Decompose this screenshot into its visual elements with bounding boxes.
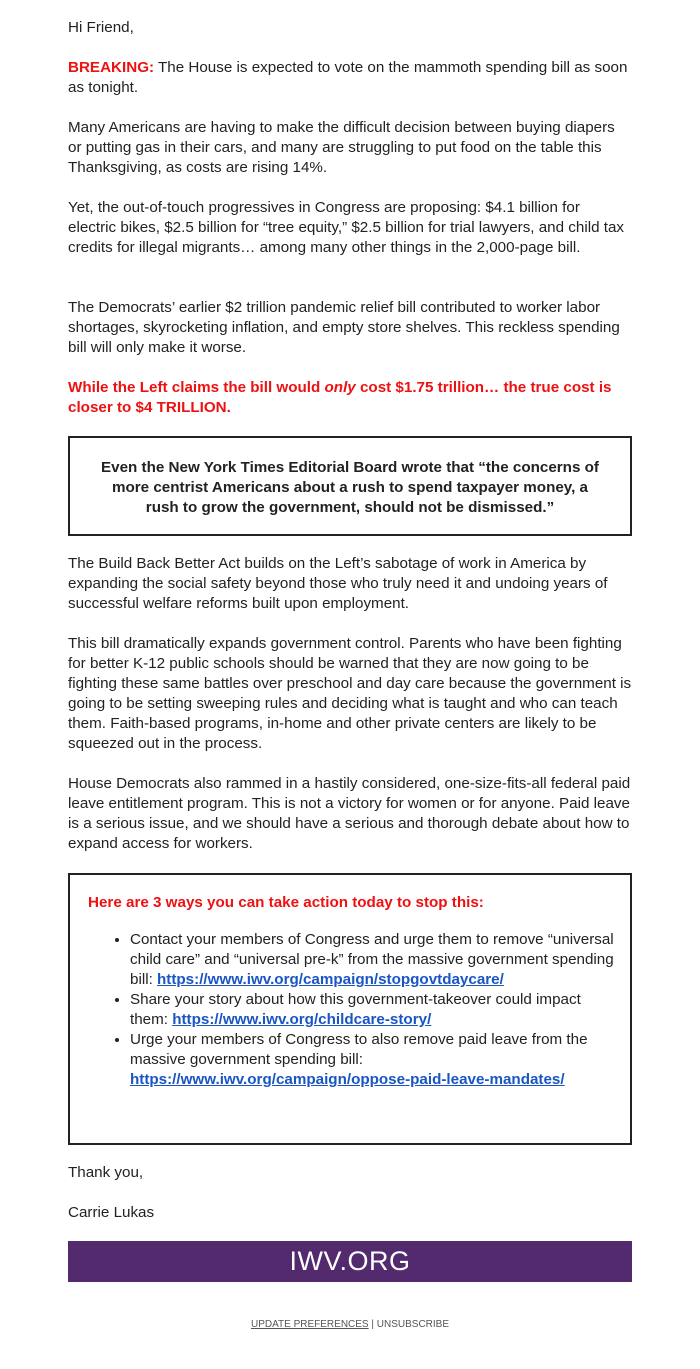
- childcare-story-link[interactable]: https://www.iwv.org/childcare-story/: [172, 1011, 432, 1028]
- signature: Carrie Lukas: [68, 1204, 155, 1221]
- paragraph-proposals: Yet, the out-of-touch progressives in Congress are proposing: $4.1 billion for electric bikes, $2.5 billion for “tree equity,” $2.5 billion for trial lawyers, and child tax credits for illegal migrants… among many other things in the 2,000-page bill.: [68, 199, 625, 256]
- paragraph-build-back-better: The Build Back Better Act builds on the Left’s sabotage of work in America by expanding the social safety beyond those who truly need it and undoing years of successful welfare reforms built upon employment.: [68, 555, 608, 612]
- paragraph-government-control: This bill dramatically expands government control. Parents who have been fighting for better K-12 public schools should be warned that they are now going to be fighting these same battles over preschool and day care because the government is going to be setting sweeping rules and deciding what is taught and who can teach them. Faith-based programs, in-home and other private centers are likely to be squeezed out in the process.: [68, 635, 632, 752]
- iwv-banner[interactable]: IWV.ORG: [68, 1241, 632, 1282]
- action-item-share-story: • Share your story about how this government-takeover could impact them: https://www.iwv.org/childcare-story/: [130, 990, 614, 1030]
- quote-box: [68, 436, 632, 536]
- footer-separator: |: [368, 1319, 377, 1330]
- stop-govt-daycare-link[interactable]: https://www.iwv.org/campaign/stopgovtdaycare/: [157, 971, 504, 988]
- oppose-paid-leave-link[interactable]: https://www.iwv.org/campaign/oppose-paid-leave-mandates/: [130, 1071, 565, 1088]
- signoff: Thank you,: [68, 1164, 144, 1181]
- paragraph-costs: Many Americans are having to make the difficult decision between buying diapers or putting gas in their cars, and many are struggling to put food on the table this Thanksgiving, as costs are rising 14%.: [68, 119, 615, 176]
- nyt-quote: Even the New York Times Editorial Board wrote that “the concerns of more centrist Americans about a rush to spend taxpayer money, a rush to grow the government, should not be dismissed.”: [101, 459, 599, 516]
- action-heading: Here are 3 ways you can take action today to stop this:: [88, 894, 484, 911]
- paragraph-relief-bill: The Democrats’ earlier $2 trillion pandemic relief bill contributed to worker labor shortages, skyrocketing inflation, and empty store shelves. This reckless spending bill will only make it worse.: [68, 299, 620, 356]
- breaking-label: BREAKING:: [68, 59, 155, 76]
- paragraph-paid-leave: House Democrats also rammed in a hastily considered, one-size-fits-all federal paid leave entitlement program. This is not a victory for women or for anyone. Paid leave is a serious issue, and we should have a serious and thorough debate about how to expand access for workers.: [68, 775, 631, 852]
- true-cost-callout: [68, 378, 632, 418]
- true-cost-part2: cost $1.75 trillion… the true cost is closer to $4 TRILLION.: [68, 379, 612, 416]
- true-cost-italic: only: [324, 379, 356, 396]
- breaking-text: The House is expected to vote on the mammoth spending bill as soon as tonight.: [68, 59, 628, 96]
- unsubscribe-link[interactable]: UNSUBSCRIBE: [376, 1319, 450, 1330]
- footer: [68, 1319, 632, 1330]
- action-box: [68, 873, 632, 1145]
- action-item-paid-leave: • Urge your members of Congress to also remove paid leave from the massive government spending bill: https://www.iwv.org/campaign/oppose-paid-leave-mandates/: [130, 1030, 614, 1090]
- action-item-contact: • Contact your members of Congress and urge them to remove “universal child care” and “universal pre-k” from the massive government spending bill: https://www.iwv.org/campaign/stopgovtdaycare/: [130, 930, 614, 990]
- breaking-paragraph: [68, 58, 632, 98]
- true-cost-part1: While the Left claims the bill would: [68, 379, 325, 396]
- greeting: Hi Friend,: [68, 19, 134, 36]
- action-list: [70, 930, 630, 1090]
- update-preferences-link[interactable]: UPDATE PREFERENCES: [250, 1319, 369, 1330]
